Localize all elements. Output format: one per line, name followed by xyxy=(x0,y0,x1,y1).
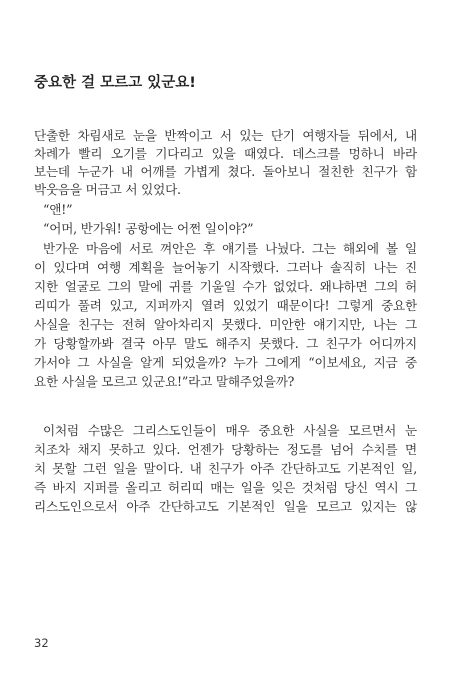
body-line: 사실을 친구는 전혀 알아차리지 못했다. 미안한 얘기지만, 나는 그 xyxy=(34,317,417,332)
body-line: 치 못할 그런 일을 말이다. 내 친구가 아주 간단하고도 기본적인 일, xyxy=(34,461,417,476)
body-line: 요한 사실을 모르고 있군요!”라고 말해주었을까? xyxy=(34,374,295,389)
body-line: 가서야 그 사실을 알게 되었을까? 누가 그에게 “이보세요, 지금 중 xyxy=(34,355,417,370)
section-heading: 중요한 걸 모르고 있군요! xyxy=(34,75,196,91)
body-line: 차례가 빨리 오기를 기다리고 있을 때였다. 데스크를 멍하니 바라 xyxy=(34,146,417,161)
body-line: 보는데 누군가 내 어깨를 가볍게 쳤다. 돌아보니 절친한 친구가 함 xyxy=(34,164,417,179)
dialogue-line: “어머, 반가워! 공항에는 어쩐 일이야?” xyxy=(43,221,254,236)
body-line: 리스도인으로서 아주 간단하고도 기본적인 일을 모르고 있지는 않 xyxy=(34,499,417,514)
body-line: 가 당황할까봐 결국 아무 말도 해주지 못했다. 그 친구가 어디까지 xyxy=(34,336,417,351)
body-line: 지한 얼굴로 그의 말에 귀를 기울일 수가 없었다. 왜냐하면 그의 허 xyxy=(34,279,417,294)
body-line: 즉 바지 지퍼를 올리고 허리띠 매는 일을 잊은 것처럼 당신 역시 그 xyxy=(34,480,417,495)
body-line: 이처럼 수많은 그리스도인들이 매우 중요한 사실을 모르면서 눈 xyxy=(43,423,417,438)
body-line: 치조차 채지 못하고 있다. 언젠가 당황하는 정도를 넘어 수치를 면 xyxy=(34,442,417,457)
body-line: 반가운 마음에 서로 껴안은 후 얘기를 나눴다. 그는 해외에 볼 일 xyxy=(43,241,417,256)
body-line: 이 있다며 여행 계획을 늘어놓기 시작했다. 그러나 솔직히 나는 진 xyxy=(34,260,417,275)
body-line: 박웃음을 머금고 서 있었다. xyxy=(34,182,181,197)
page-number: 32 xyxy=(34,636,49,650)
body-line: 단출한 차림새로 눈을 반짝이고 서 있는 단기 여행자들 뒤에서, 내 xyxy=(34,128,417,143)
dialogue-line: “앤!” xyxy=(43,202,73,217)
body-line: 리띠가 풀려 있고, 지퍼까지 열려 있었기 때문이다! 그렇게 중요한 xyxy=(34,298,417,313)
